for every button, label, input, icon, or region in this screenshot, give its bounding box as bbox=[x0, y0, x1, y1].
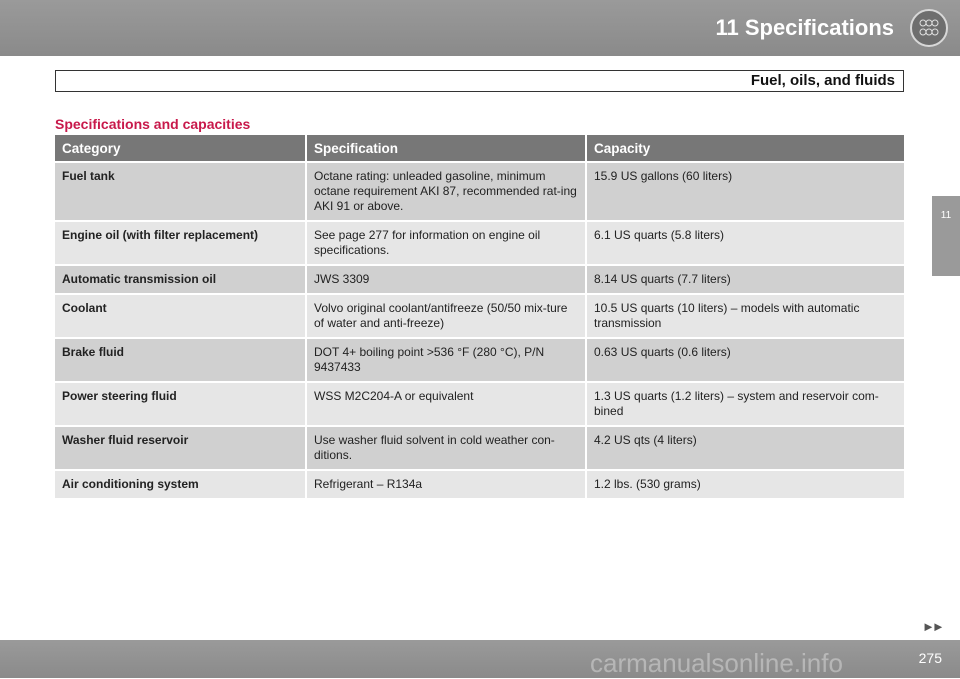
row-category: Coolant bbox=[55, 294, 306, 338]
section-title: Fuel, oils, and fluids bbox=[750, 72, 895, 89]
row-category: Automatic transmission oil bbox=[55, 265, 306, 294]
table-row bbox=[55, 382, 904, 426]
side-tab-label: 11 bbox=[940, 210, 952, 221]
row-category: Brake fluid bbox=[55, 338, 306, 382]
row-capacity: 1.2 lbs. (530 grams) bbox=[586, 470, 904, 498]
section-title-box bbox=[55, 70, 904, 92]
row-specification: WSS M2C204-A or equivalent bbox=[306, 382, 586, 426]
table-row bbox=[55, 294, 904, 338]
row-capacity: 15.9 US gallons (60 liters) bbox=[586, 162, 904, 221]
row-specification: Use washer fluid solvent in cold weather con-ditions. bbox=[306, 426, 586, 470]
table-row bbox=[55, 265, 904, 294]
table-row bbox=[55, 221, 904, 265]
chapter-title: 11 Specifications bbox=[715, 15, 894, 40]
row-capacity: 8.14 US quarts (7.7 liters) bbox=[586, 265, 904, 294]
row-specification: Octane rating: unleaded gasoline, minimum octane requirement AKI 87, recommended rat-ing AKI 91 or above. bbox=[306, 162, 586, 221]
row-specification: DOT 4+ boiling point >536 °F (280 °C), P/N 9437433 bbox=[306, 338, 586, 382]
table-row bbox=[55, 426, 904, 470]
spec-heading: Specifications and capacities bbox=[55, 116, 251, 132]
watermark: carmanualsonline.info bbox=[590, 648, 843, 678]
row-capacity: 0.63 US quarts (0.6 liters) bbox=[586, 338, 904, 382]
table-header-row bbox=[55, 135, 904, 162]
continue-arrow-icon: ►► bbox=[922, 619, 942, 634]
row-capacity: 4.2 US qts (4 liters) bbox=[586, 426, 904, 470]
column-header-category: Category bbox=[55, 135, 306, 162]
row-specification: Refrigerant – R134a bbox=[306, 470, 586, 498]
row-capacity: 6.1 US quarts (5.8 liters) bbox=[586, 221, 904, 265]
row-capacity: 10.5 US quarts (10 liters) – models with automatic transmission bbox=[586, 294, 904, 338]
chapter-side-tab bbox=[932, 196, 960, 276]
row-category: Engine oil (with filter replacement) bbox=[55, 221, 306, 265]
chapter-badge-icon bbox=[910, 9, 948, 47]
row-category: Power steering fluid bbox=[55, 382, 306, 426]
row-category: Fuel tank bbox=[55, 162, 306, 221]
specifications-table bbox=[55, 135, 904, 498]
header-bar bbox=[0, 0, 960, 56]
row-specification: JWS 3309 bbox=[306, 265, 586, 294]
page-number: 275 bbox=[918, 650, 942, 666]
table-row bbox=[55, 338, 904, 382]
row-specification: Volvo original coolant/antifreeze (50/50 mix-ture of water and anti-freeze) bbox=[306, 294, 586, 338]
row-capacity: 1.3 US quarts (1.2 liters) – system and reservoir com-bined bbox=[586, 382, 904, 426]
row-category: Washer fluid reservoir bbox=[55, 426, 306, 470]
table-row bbox=[55, 162, 904, 221]
row-category: Air conditioning system bbox=[55, 470, 306, 498]
table-row bbox=[55, 470, 904, 498]
row-specification: See page 277 for information on engine oil specifications. bbox=[306, 221, 586, 265]
column-header-capacity: Capacity bbox=[586, 135, 904, 162]
column-header-specification: Specification bbox=[306, 135, 586, 162]
